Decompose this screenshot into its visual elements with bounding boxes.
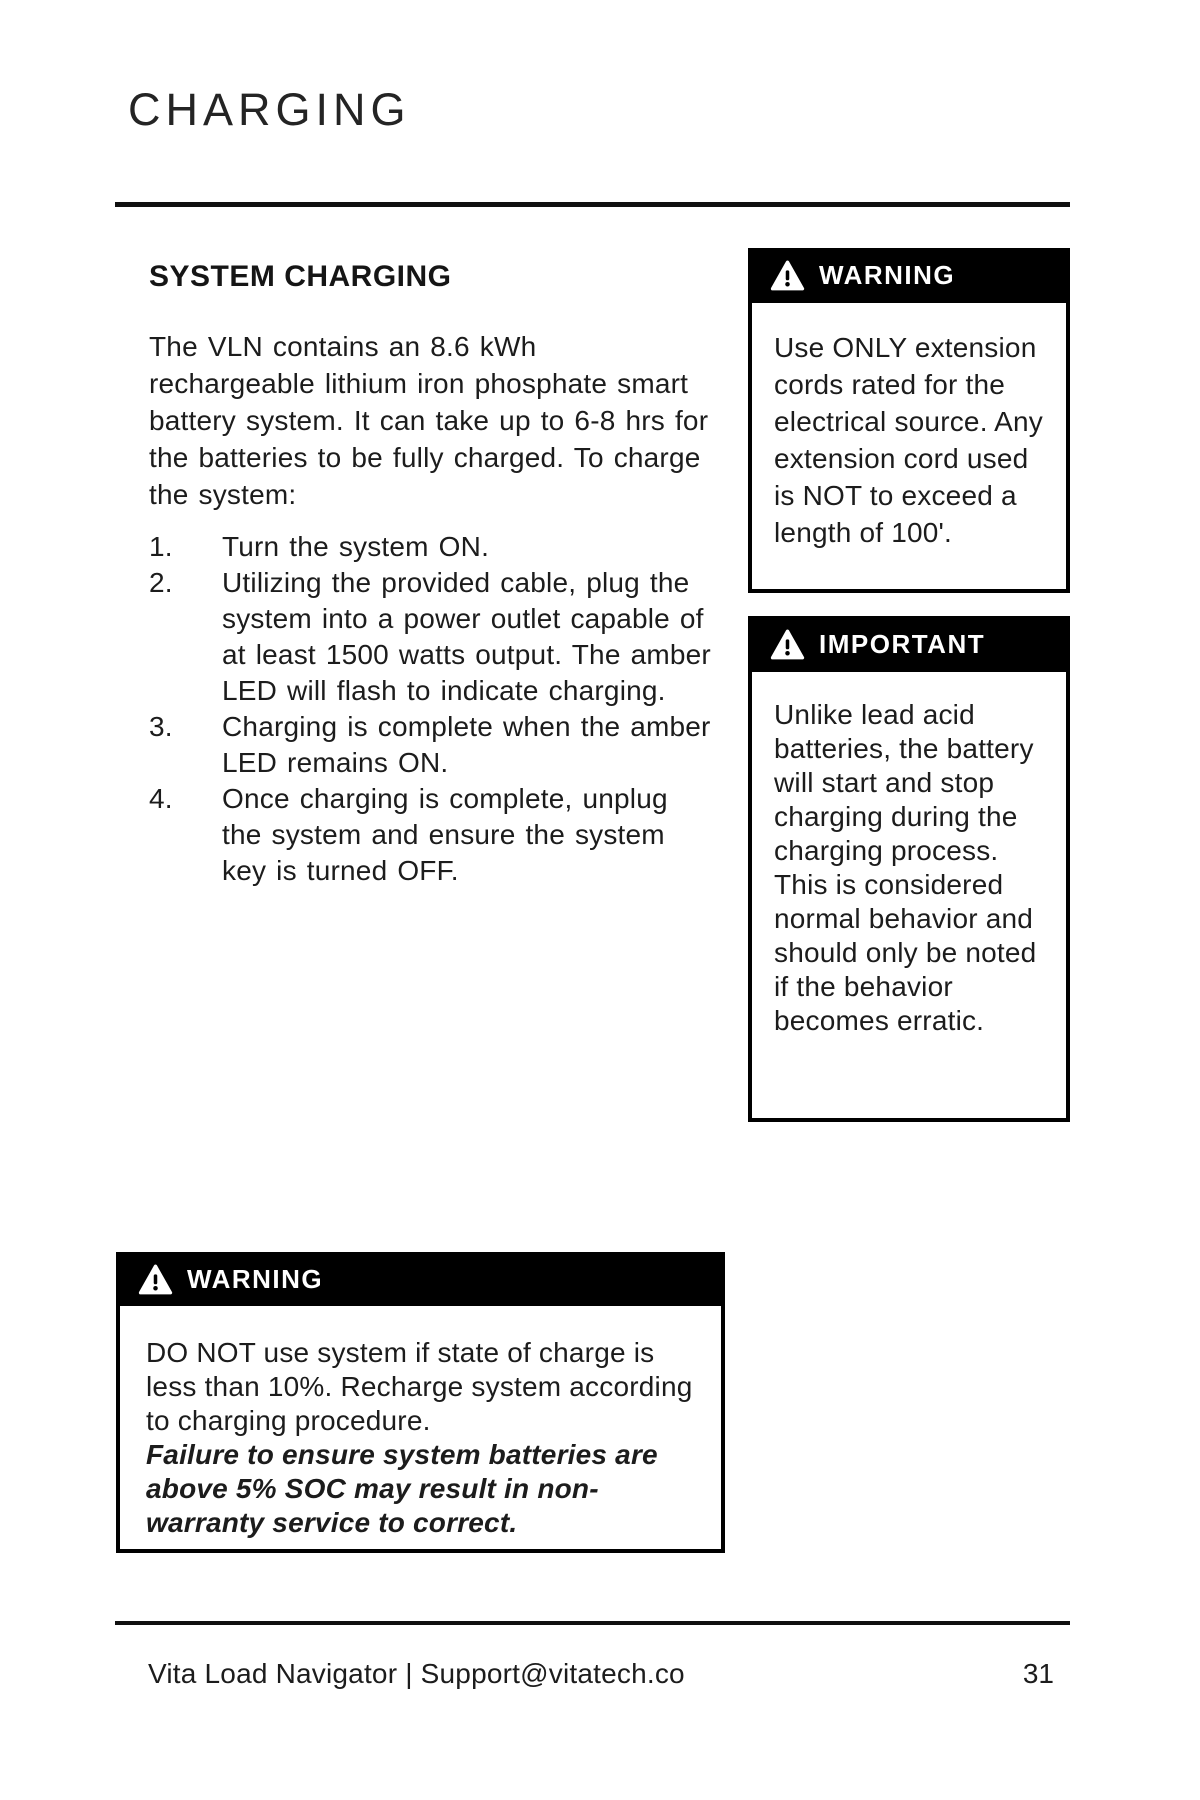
callout-text-regular: DO NOT use system if state of charge is less than 10%. Recharge system according to charging procedure. <box>146 1337 693 1436</box>
step-text: Utilizing the provided cable, plug the system into a power outlet capable of at least 1500 watts output. The amber LED will flash to indicate charging. <box>222 567 711 706</box>
warning-callout-extension-cords <box>748 248 1070 593</box>
important-callout-body <box>748 672 1070 1122</box>
warning-triangle-icon <box>770 260 805 291</box>
step-text: Turn the system ON. <box>222 531 490 562</box>
page-title: CHARGING <box>128 84 411 135</box>
warning-callout-body <box>748 303 1070 593</box>
step-number: 3. <box>149 711 173 742</box>
intro-paragraph: The VLN contains an 8.6 kWh rechargeable lithium iron phosphate smart battery system. It can take up to 6-8 hrs for the batteries to be fully charged. To charge the system: <box>149 331 709 510</box>
warning-callout-header <box>116 1252 725 1306</box>
important-callout-header <box>748 616 1070 672</box>
charging-step <box>149 565 711 709</box>
warning-callout-body <box>116 1306 725 1553</box>
charging-steps-list <box>149 529 711 889</box>
step-number: 4. <box>149 783 173 814</box>
callout-label: WARNING <box>187 1263 324 1294</box>
footer-text: Vita Load Navigator | Support@vitatech.co <box>148 1658 685 1689</box>
charging-step <box>149 529 711 565</box>
step-number: 1. <box>149 531 173 562</box>
top-divider <box>115 202 1070 207</box>
warning-triangle-icon <box>138 1264 173 1295</box>
callout-text: Unlike lead acid batteries, the battery will start and stop charging during the charging process. This is considered normal behavior and should only be noted if the behavior becomes erratic. <box>774 699 1037 1036</box>
callout-label: IMPORTANT <box>819 628 986 659</box>
footer-divider <box>115 1621 1070 1625</box>
important-callout-battery-behavior <box>748 616 1070 1122</box>
system-charging-section <box>149 260 711 889</box>
callout-text-emphasis: Failure to ensure system batteries are above 5% SOC may result in non-warranty service to correct. <box>146 1439 658 1538</box>
callout-text: Use ONLY extension cords rated for the electrical source. Any extension cord used is NOT to exceed a length of 100'. <box>774 332 1043 548</box>
warning-callout-header <box>748 248 1070 303</box>
section-heading: SYSTEM CHARGING <box>149 260 452 293</box>
warning-triangle-icon <box>770 629 805 660</box>
page-number: 31 <box>1022 1658 1054 1689</box>
charging-step <box>149 781 711 889</box>
callout-label: WARNING <box>819 260 956 290</box>
step-text: Charging is complete when the amber LED remains ON. <box>222 711 711 778</box>
step-text: Once charging is complete, unplug the system and ensure the system key is turned OFF. <box>222 783 668 886</box>
step-number: 2. <box>149 567 173 598</box>
warning-callout-state-of-charge <box>116 1252 725 1553</box>
charging-step <box>149 709 711 781</box>
